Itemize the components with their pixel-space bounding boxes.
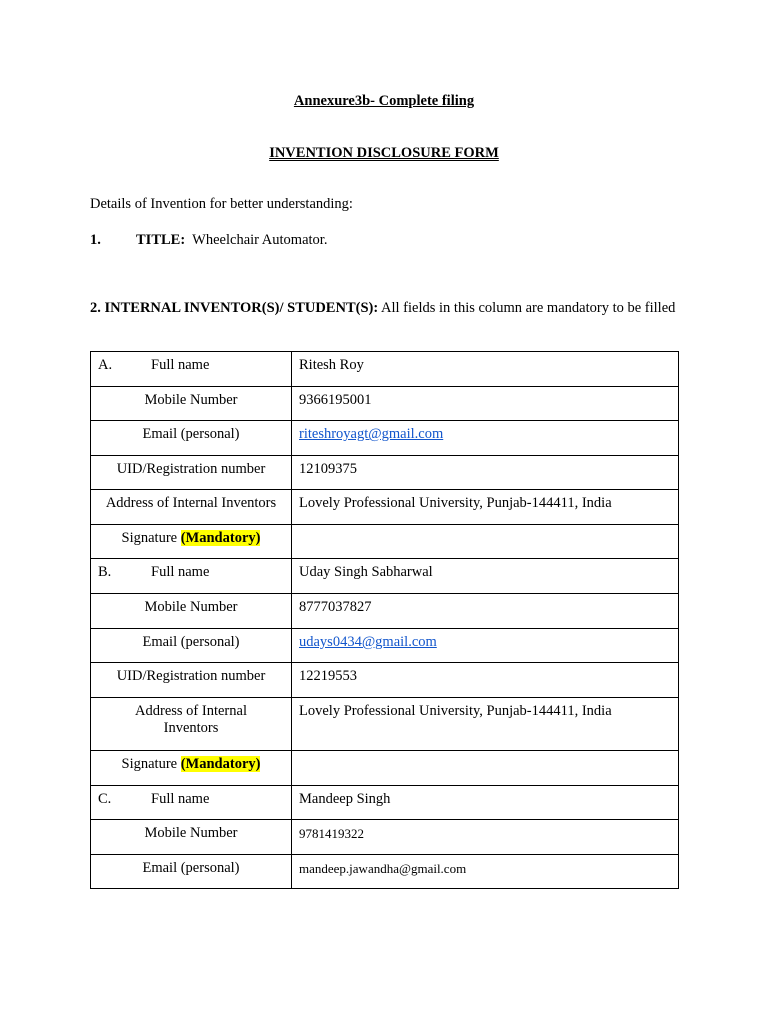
value-cell: [292, 421, 679, 456]
table-row: [91, 352, 679, 387]
label-cell: [91, 629, 292, 663]
uid-label: UID/Registration number: [116, 461, 266, 477]
full-name-value: Ritesh Roy: [299, 357, 364, 373]
email-label: Email (personal): [142, 860, 240, 876]
table-row: [91, 594, 679, 629]
title-label: TITLE:: [136, 232, 186, 248]
label-cell: [91, 525, 292, 559]
mobile-value: 9781419322: [299, 826, 364, 841]
value-cell: [292, 387, 679, 421]
section-title: [90, 232, 327, 249]
value-cell: [292, 456, 679, 490]
title-value: Wheelchair Automator.: [192, 232, 328, 248]
mobile-label: Mobile Number: [144, 599, 238, 615]
annexure-heading: Annexure3b- Complete filing: [293, 93, 475, 109]
mandatory-badge: (Mandatory): [180, 756, 261, 772]
full-name-label: Full name: [151, 791, 210, 807]
value-cell: [292, 490, 679, 525]
table-row: [91, 387, 679, 421]
label-cell: [91, 698, 292, 751]
section-inventors-heading: [90, 298, 678, 318]
table-row: [91, 456, 679, 490]
inventors-label: 2. INTERNAL INVENTOR(S)/ STUDENT(S):: [90, 300, 379, 316]
table-row: [91, 629, 679, 663]
signature-field[interactable]: [292, 751, 679, 786]
full-name-value: Uday Singh Sabharwal: [299, 564, 433, 580]
label-cell: [91, 820, 292, 855]
table-row: [91, 421, 679, 456]
inventor-letter: C.: [98, 791, 112, 807]
intro-text: Details of Invention for better understanding:: [90, 196, 353, 212]
address-value: Lovely Professional University, Punjab-144411, India: [299, 703, 612, 719]
mobile-value: 8777037827: [299, 599, 372, 615]
value-cell: [292, 786, 679, 820]
table-row: [91, 663, 679, 698]
value-cell: [292, 698, 679, 751]
table-row: [91, 698, 679, 751]
label-cell: [91, 663, 292, 698]
mobile-label: Mobile Number: [144, 392, 238, 408]
full-name-label: Full name: [151, 564, 210, 580]
value-cell: [292, 855, 679, 889]
label-cell: [91, 490, 292, 525]
inventor-letter: B.: [98, 564, 112, 580]
label-cell: [91, 855, 292, 889]
label-cell: [91, 421, 292, 456]
inventors-note: All fields in this column are mandatory to be filled: [381, 300, 676, 316]
address-label-line2: Inventors: [163, 720, 219, 736]
uid-value: 12109375: [299, 461, 357, 477]
mobile-value: 9366195001: [299, 392, 372, 408]
label-cell: [91, 559, 292, 594]
address-value: Lovely Professional University, Punjab-144411, India: [299, 495, 612, 511]
mobile-label: Mobile Number: [144, 825, 238, 841]
label-cell: [91, 456, 292, 490]
full-name-label: Full name: [151, 357, 210, 373]
email-link[interactable]: riteshroyagt@gmail.com: [299, 426, 444, 442]
table-row: [91, 786, 679, 820]
email-label: Email (personal): [142, 634, 240, 650]
inventor-letter: A.: [98, 357, 113, 373]
inventor-table: [90, 351, 679, 889]
value-cell: [292, 559, 679, 594]
address-label: Address of Internal Inventors: [105, 495, 277, 511]
value-cell: [292, 663, 679, 698]
signature-field[interactable]: [292, 525, 679, 559]
form-title: INVENTION DISCLOSURE FORM: [269, 145, 499, 161]
table-row: [91, 820, 679, 855]
table-row: [91, 559, 679, 594]
table-row: [91, 855, 679, 889]
uid-value: 12219553: [299, 668, 357, 684]
email-label: Email (personal): [142, 426, 240, 442]
table-row: [91, 525, 679, 559]
mandatory-badge: (Mandatory): [180, 530, 261, 546]
table-row: [91, 751, 679, 786]
section-number: 1.: [90, 232, 101, 248]
label-cell: [91, 387, 292, 421]
signature-label: Signature: [121, 530, 178, 546]
email-value: mandeep.jawandha@gmail.com: [299, 861, 467, 876]
table-row: [91, 490, 679, 525]
value-cell: [292, 820, 679, 855]
value-cell: [292, 352, 679, 387]
label-cell: [91, 786, 292, 820]
label-cell: [91, 352, 292, 387]
email-link[interactable]: udays0434@gmail.com: [299, 634, 437, 650]
signature-label: Signature: [121, 756, 178, 772]
value-cell: [292, 629, 679, 663]
address-label-line1: Address of Internal: [135, 703, 247, 719]
label-cell: [91, 751, 292, 786]
label-cell: [91, 594, 292, 629]
uid-label: UID/Registration number: [116, 668, 266, 684]
full-name-value: Mandeep Singh: [299, 791, 391, 807]
value-cell: [292, 594, 679, 629]
